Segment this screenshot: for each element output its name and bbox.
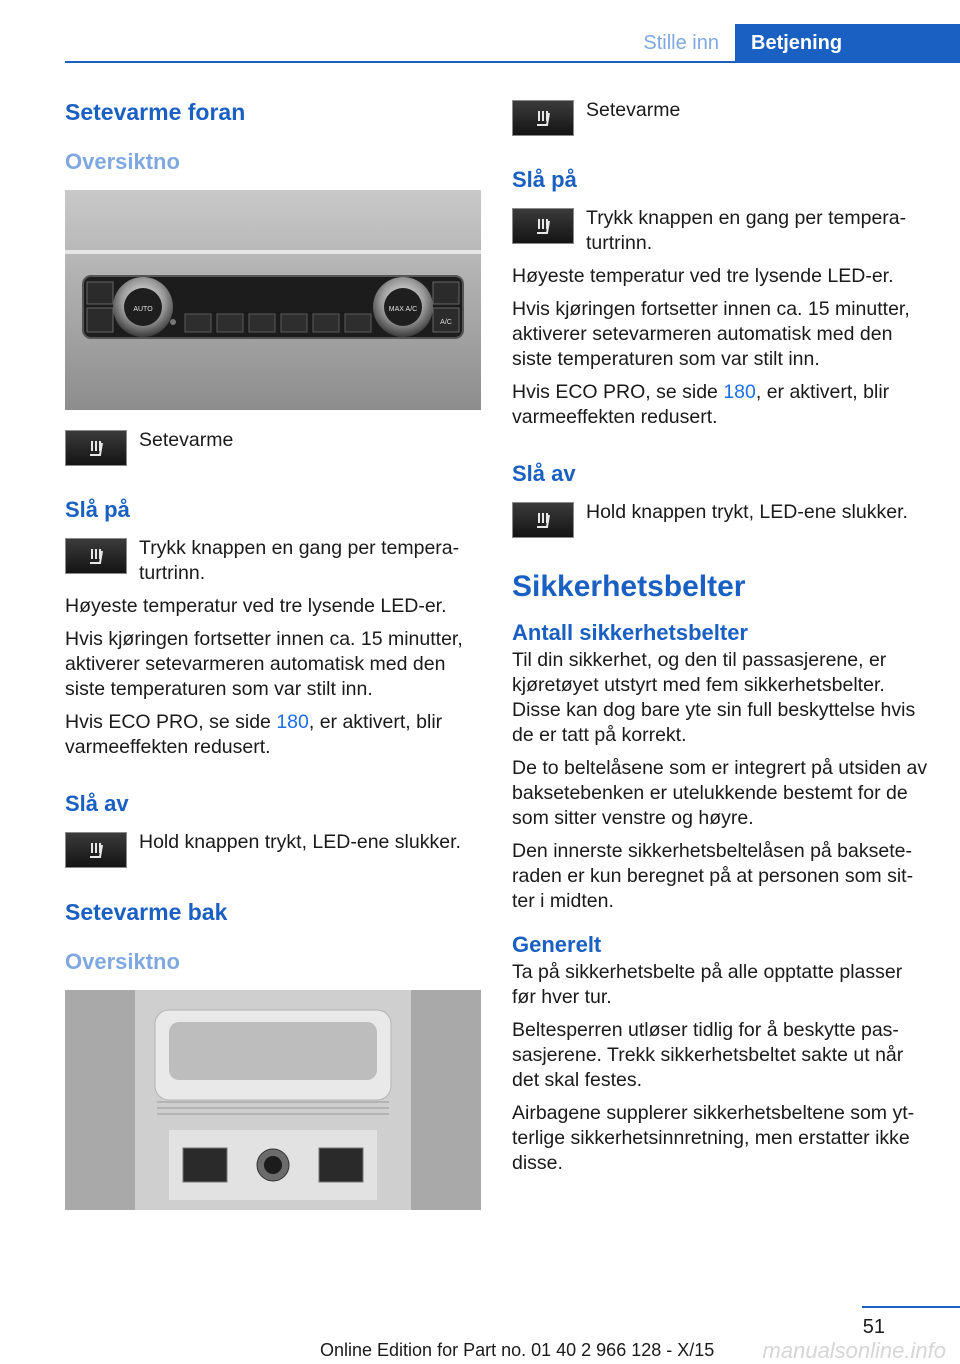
switch-on-step-text: Trykk knappen en gang per tempera-turtrinn. [586, 207, 907, 254]
paragraph: Hvis kjøringen fortsetter innen ca. 15 minutter, aktiverer setevarmeren automatisk med den siste temperaturen som var stilt inn. [512, 298, 910, 370]
switch-on-heading: Slå på [512, 167, 577, 192]
switch-on-step-text: Trykk knappen en gang per tempera-turtrinn. [139, 537, 460, 584]
switch-on-step [512, 206, 928, 256]
auto-knob-label: AUTO [133, 306, 153, 313]
paragraph: Til din sikkerhet, og den til passasjerene, er kjøretøyet utstyrt med fem sikkerhetsbelter. Disse kan dog bare yte sin full beskyttelse hvis de er tatt på korrekt. [512, 649, 916, 746]
seat-heating-button-icon [512, 208, 574, 244]
rear-console-photo [65, 990, 481, 1210]
paragraph: Høyeste temperatur ved tre lysende LED-er. [65, 595, 447, 617]
legend-text: Setevarme [586, 99, 681, 121]
legend-row [65, 428, 481, 466]
seat-heating-button-icon [512, 502, 574, 538]
switch-off-step-text: Hold knappen trykt, LED-ene slukker. [586, 501, 908, 523]
paragraph: Beltesperren utløser tidlig for å beskytte pas-sasjerene. Trekk sikkerhetsbeltet sakte ut når det skal festes. [512, 1019, 904, 1091]
paragraph: De to beltelåsene som er integrert på utsiden av baksetebenken er utelukkende bestemt for de som sitter venstre og høyre. [512, 757, 928, 829]
belt-count-heading: Antall sikkerhetsbelter [512, 620, 748, 645]
watermark: manualsonline.info [762, 1338, 946, 1363]
legend-row [512, 98, 928, 136]
paragraph: Ta på sikkerhetsbelte på alle opptatte plasser før hver tur. [512, 961, 903, 1008]
switch-off-step-text: Hold knappen trykt, LED-ene slukker. [139, 831, 461, 853]
left-column [65, 98, 481, 1228]
seat-heating-button-icon [65, 538, 127, 574]
seat-belts-title: Sikkerhetsbelter [512, 570, 746, 603]
header-rule [65, 61, 960, 63]
front-climate-panel-photo [65, 190, 481, 410]
seat-heating-icon [512, 100, 574, 136]
page-link[interactable]: 180 [723, 381, 756, 403]
switch-on-heading: Slå på [65, 497, 130, 522]
switch-off-step [512, 500, 928, 538]
eco-pro-paragraph: Hvis ECO PRO, se side 180, er aktivert, blir varmeeffekten redusert. [512, 381, 890, 428]
page-header [0, 0, 960, 62]
ac-button-label: A/C [440, 319, 452, 326]
paragraph: Airbagene supplerer sikkerhetsbeltene som yt-terlige sikkerhetsinnretning, men erstatter ikke disse. [512, 1102, 915, 1174]
switch-off-heading: Slå av [65, 791, 129, 816]
page-link[interactable]: 180 [276, 711, 309, 733]
edition-text: Online Edition for Part no. 01 40 2 966 128 - X/15 [320, 1340, 715, 1360]
eco-pro-paragraph: Hvis ECO PRO, se side 180, er aktivert, blir varmeeffekten redusert. [65, 711, 443, 758]
overview-heading: Oversiktno [65, 149, 180, 174]
paragraph: Høyeste temperatur ved tre lysende LED-er. [512, 265, 894, 287]
switch-on-step [65, 536, 481, 586]
paragraph: Hvis kjøringen fortsetter innen ca. 15 minutter, aktiverer setevarmeren automatisk med den siste temperaturen som var stilt inn. [65, 628, 463, 700]
front-seat-heating-title: Setevarme foran [65, 99, 246, 125]
max-ac-knob-label: MAX A/C [388, 306, 418, 313]
legend-text: Setevarme [139, 429, 234, 451]
overview-heading: Oversiktno [65, 949, 180, 974]
general-heading: Generelt [512, 932, 602, 957]
right-column [512, 98, 928, 1184]
switch-off-heading: Slå av [512, 461, 576, 486]
section-tab[interactable]: Stille inn [627, 24, 735, 62]
page-number: 51 [862, 1316, 885, 1338]
switch-off-step [65, 830, 481, 868]
footer-rule [862, 1306, 960, 1308]
rear-seat-heating-title: Setevarme bak [65, 899, 228, 925]
paragraph: Den innerste sikkerhetsbeltelåsen på baksete-raden er kun beregnet på at personen som sit-ter i midten. [512, 840, 914, 912]
chapter-tab[interactable]: Betjening [735, 24, 960, 62]
seat-heating-icon [65, 430, 127, 466]
seat-heating-button-icon [65, 832, 127, 868]
